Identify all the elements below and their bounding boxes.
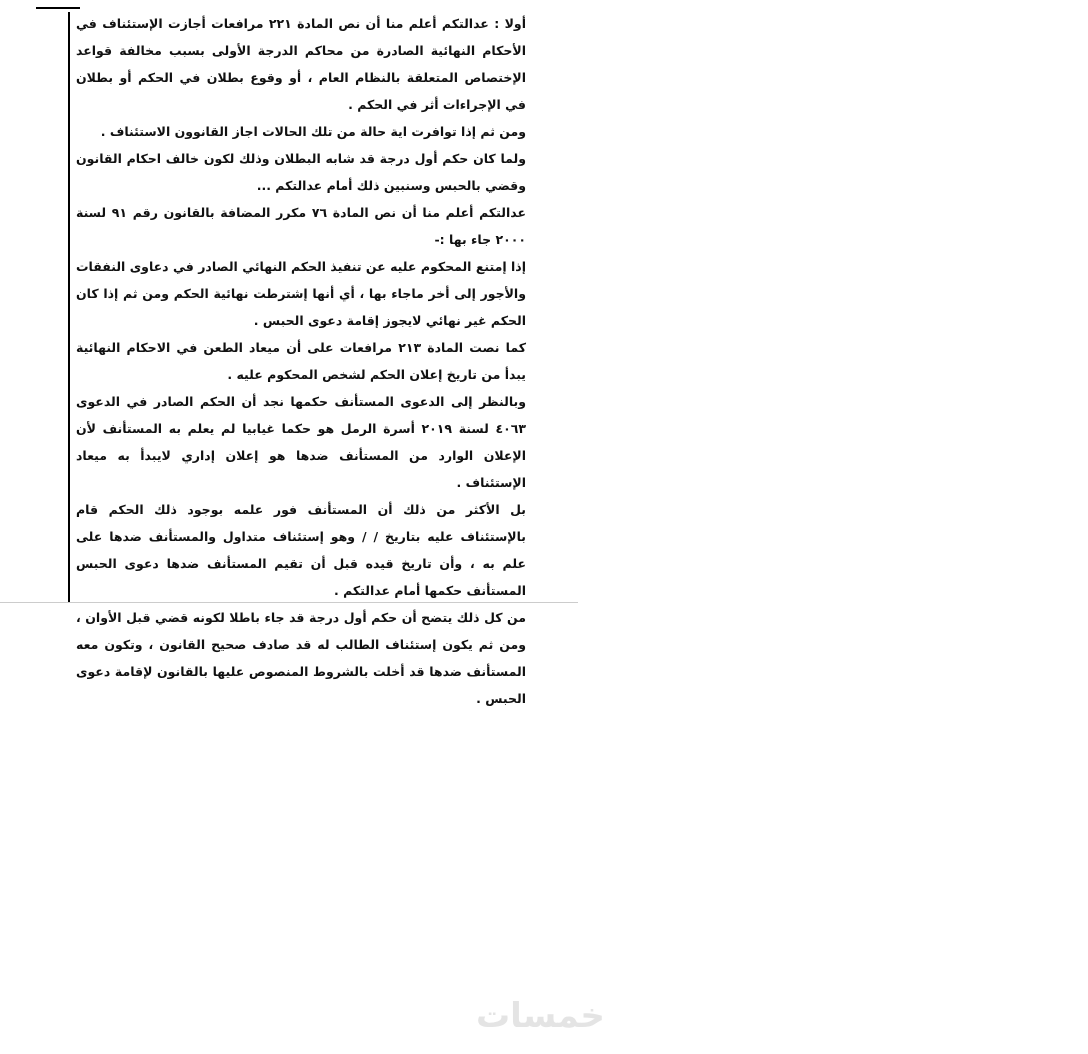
paragraph-8: بل الأكثر من ذلك أن المستأنف فور علمه بوجود ذلك الحكم قام بالإستئناف عليه بتاريخ / / وهو إستئناف متداول والمستأنف ضدها على علم به ، وأن تاريخ قيده قبل أن تقيم المستأنف ضدها دعوى الحبس المستأنف حكمها أمام عدالتكم . — [76, 502, 526, 598]
document-page — [0, 0, 580, 706]
watermark-logo: خمسات — [476, 996, 605, 1036]
paragraph-3: ولما كان حكم أول درجة قد شابه البطلان وذلك لكون خالف احكام القانون وقضي بالحبس وسنبين ذلك أمام عدالتكم ... — [76, 151, 526, 193]
margin-rule — [68, 12, 70, 603]
paragraph-9: من كل ذلك يتضح أن حكم أول درجة قد جاء باطلا لكونه قضي قبل الأوان ، ومن ثم يكون إستئناف الطالب له قد صادف صحيح القانون ، وتكون معه المستأنف ضدها قد أخلت بالشروط المنصوص عليها بالقانون لإقامة دعوى الحبس . — [76, 610, 526, 706]
paragraph-6: كما نصت المادة ٢١٣ مرافعات على أن ميعاد الطعن في الاحكام النهائية يبدأ من تاريخ إعلان الحكم لشخص المحكوم عليه . — [76, 340, 526, 382]
paragraph-1: أولا : عدالتكم أعلم منا أن نص المادة ٢٢١ مرافعات أجازت الإستئناف في الأحكام النهائية الصادرة من محاكم الدرجة الأولى بسبب مخالفة قواعد الإختصاص المتعلقة بالنظام العام ، أو وقوع بطلان في الحكم أو بطلان في الإجراءات أثر في الحكم . — [76, 16, 526, 112]
paragraph-2: ومن ثم إذا توافرت اية حالة من تلك الحالات اجاز القانوون الاستئناف . — [100, 124, 526, 139]
paragraph-5: إذا إمتنع المحكوم عليه عن تنفيذ الحكم النهائي الصادر في دعاوى النفقات والأجور إلى أخر ماجاء بها ، أي أنها إشترطت نهائية الحكم ومن ثم إذا كان الحكم غير نهائي لايجوز إقامة دعوى الحبس . — [76, 259, 526, 328]
page-bottom-edge — [0, 602, 578, 603]
paragraph-7: وبالنظر إلى الدعوى المستأنف حكمها نجد أن الحكم الصادر في الدعوى ٤٠٦٣ لسنة ٢٠١٩ أسرة الرمل هو حكما غيابيا لم يعلم به المستأنف لأن الإعلان الوارد من المستأنف ضدها هو إعلان إداري لايبدأ به ميعاد الإستئناف . — [76, 394, 526, 490]
document-body — [76, 10, 526, 712]
paragraph-4: عدالتكم أعلم منا أن نص المادة ٧٦ مكرر المضافة بالقانون رقم ٩١ لسنة ٢٠٠٠ جاء بها :- — [76, 205, 526, 247]
